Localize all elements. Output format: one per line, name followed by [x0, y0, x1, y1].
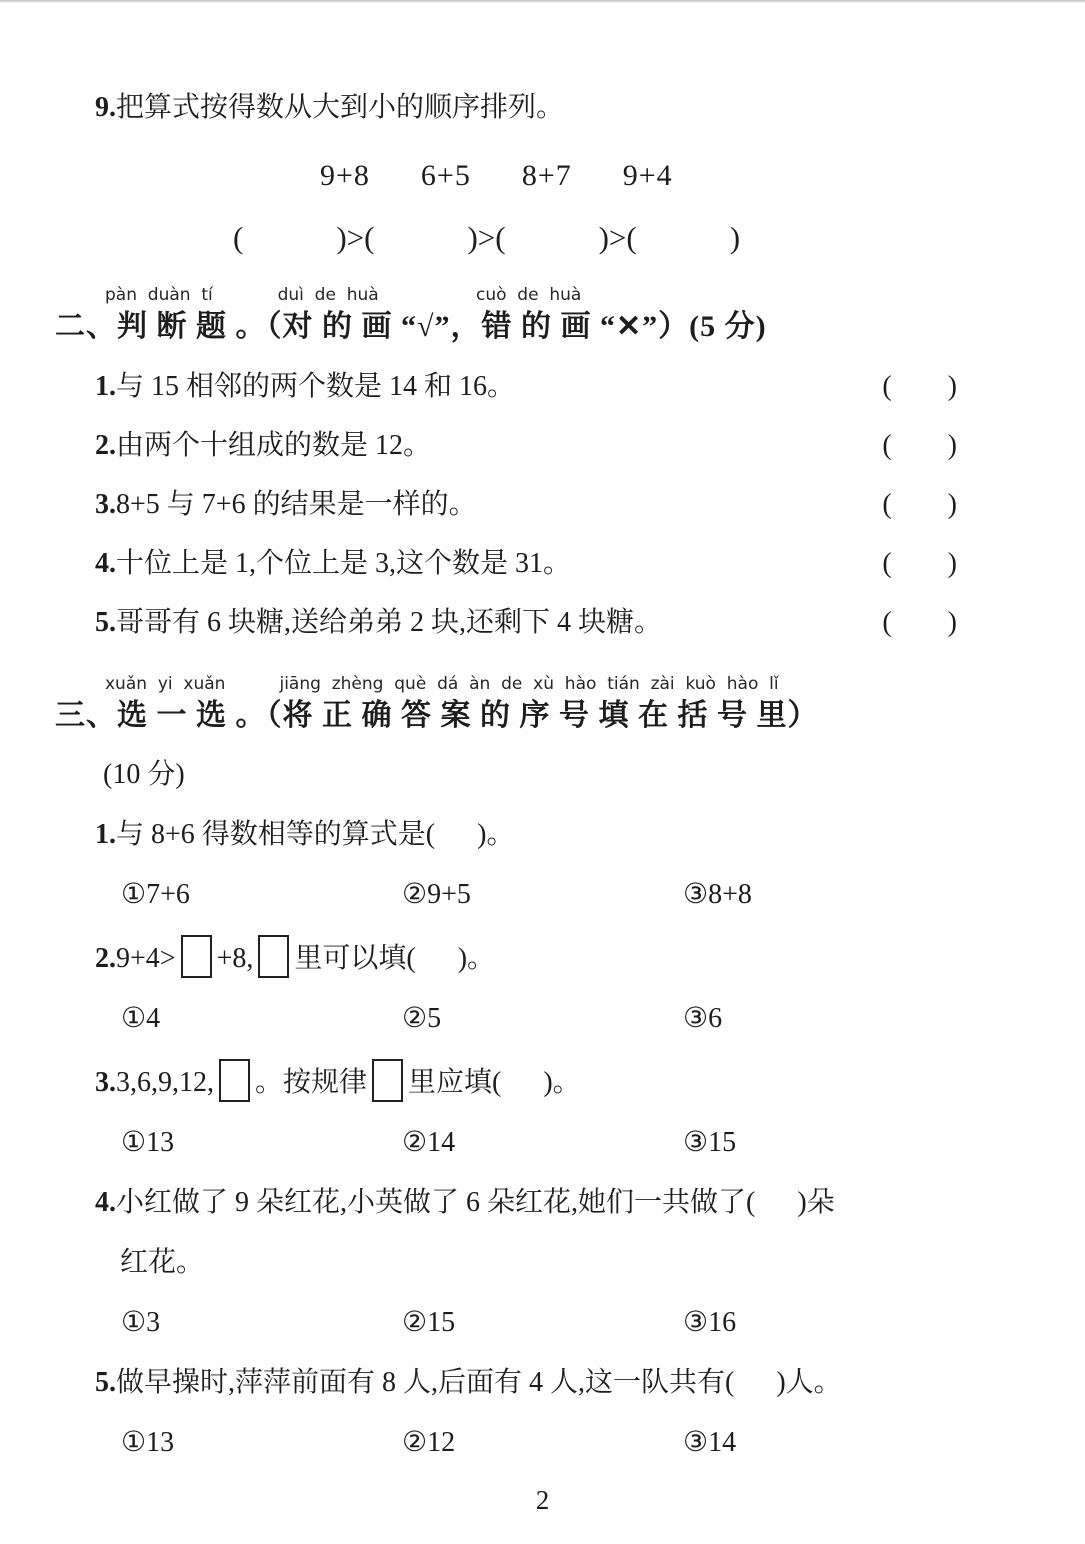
- answer-box[interactable]: [219, 1059, 250, 1102]
- option[interactable]: ②5: [402, 1003, 442, 1034]
- judge-item-5-text: 5.哥哥有 6 块糖,送给弟弟 2 块,还剩下 4 块糖。: [95, 607, 663, 638]
- choice-question-5: [95, 1363, 957, 1403]
- question-9: [95, 88, 957, 128]
- choice-question-4-text: 小红做了 9 朵红花,小英做了 6 朵红花,她们一共做了( )朵: [116, 1187, 835, 1218]
- judge-item-2-number: 2.: [95, 430, 116, 461]
- option[interactable]: ③16: [683, 1307, 737, 1338]
- judge-item-2-answer-blank[interactable]: ( ): [882, 430, 957, 461]
- option[interactable]: ③6: [683, 1003, 723, 1034]
- question-9-ordering-blanks[interactable]: ( )>( )>( )>( ): [233, 220, 741, 255]
- judge-item-1-text: 1.与 15 相邻的两个数是 14 和 16。: [95, 371, 516, 402]
- choice-question-1-options: [121, 875, 957, 915]
- answer-box[interactable]: [372, 1059, 403, 1102]
- choice-question-2-number: 2.: [95, 943, 116, 974]
- choice-question-1-number: 1.: [95, 819, 116, 850]
- judge-item-3: [95, 485, 957, 525]
- choice-question-3-options: [121, 1123, 957, 1163]
- page-number: 2: [535, 1485, 550, 1515]
- choice-question-4-number: 4.: [95, 1187, 116, 1218]
- judge-item-3-answer-blank[interactable]: ( ): [882, 489, 957, 520]
- section-2-pinyin: pàn duàn tí duì de huà cuò de huà: [105, 285, 582, 305]
- choice-question-3-text: 3,6,9,12,: [116, 1067, 214, 1098]
- option[interactable]: ②12: [402, 1427, 456, 1458]
- judge-item-2: [95, 426, 957, 466]
- question-9-number: 9.: [95, 92, 116, 123]
- judge-item-4-answer-blank[interactable]: ( ): [882, 548, 957, 579]
- answer-box[interactable]: [181, 935, 212, 978]
- judge-item-5-number: 5.: [95, 607, 116, 638]
- question-9-text: 把算式按得数从大到小的顺序排列。: [116, 92, 565, 123]
- option[interactable]: ③14: [683, 1427, 737, 1458]
- section-3-title: 三、选 一 选 。（将 正 确 答 案 的 序 号 填 在 括 号 里）: [55, 699, 819, 732]
- option[interactable]: ③8+8: [683, 879, 752, 910]
- option[interactable]: ①7+6: [121, 879, 190, 910]
- judge-item-2-text: 2.由两个十组成的数是 12。: [95, 430, 432, 461]
- choice-question-5-options: [121, 1423, 957, 1463]
- judge-item-3-text: 3.8+5 与 7+6 的结果是一样的。: [95, 489, 477, 520]
- choice-question-2: 2.9+4> +8, 里可以填( )。: [95, 935, 957, 979]
- option[interactable]: ③15: [683, 1127, 737, 1158]
- judge-item-1-number: 1.: [95, 371, 116, 402]
- judge-item-4-number: 4.: [95, 548, 116, 579]
- section-3-pinyin: xuǎn yi xuǎn jiāng zhèng què dá àn de xù hào tián zài kuò hào lǐ: [105, 674, 779, 694]
- choice-question-5-text: 做早操时,萍萍前面有 8 人,后面有 4 人,这一队共有( )人。: [116, 1367, 842, 1398]
- judge-item-4-text: 4.十位上是 1,个位上是 3,这个数是 31。: [95, 548, 572, 579]
- option[interactable]: ①3: [121, 1307, 161, 1338]
- choice-question-4-text-line2: 红花。: [120, 1247, 205, 1278]
- choice-question-4-options: [121, 1303, 957, 1343]
- question-9-expressions: 9+8 6+5 8+7 9+4: [320, 159, 673, 192]
- choice-question-5-number: 5.: [95, 1367, 116, 1398]
- section-3-score: (10 分): [103, 759, 185, 790]
- option[interactable]: ②9+5: [402, 879, 471, 910]
- choice-question-2-text: 9+4>: [116, 943, 176, 974]
- option[interactable]: ②15: [402, 1307, 456, 1338]
- answer-box[interactable]: [258, 935, 289, 978]
- choice-question-1-text: 与 8+6 得数相等的算式是( )。: [116, 819, 515, 850]
- choice-question-2-options: [121, 999, 957, 1039]
- choice-question-3-number: 3.: [95, 1067, 116, 1098]
- section-2-title: 二、判 断 题 。（对 的 画 “√”，错 的 画 “✕”）(5 分): [55, 310, 767, 343]
- judge-item-1-answer-blank[interactable]: ( ): [882, 371, 957, 402]
- option[interactable]: ①4: [121, 1003, 161, 1034]
- judge-item-5-answer-blank[interactable]: ( ): [882, 607, 957, 638]
- judge-item-5: [95, 603, 957, 643]
- judge-item-1: [95, 367, 957, 407]
- judge-item-3-number: 3.: [95, 489, 116, 520]
- choice-question-3: 3.3,6,9,12, 。按规律 里应填( )。: [95, 1059, 957, 1103]
- judge-item-4: [95, 544, 957, 584]
- choice-question-1: [95, 815, 957, 855]
- option[interactable]: ①13: [121, 1127, 175, 1158]
- option[interactable]: ①13: [121, 1427, 175, 1458]
- choice-question-4: [95, 1183, 957, 1283]
- option[interactable]: ②14: [402, 1127, 456, 1158]
